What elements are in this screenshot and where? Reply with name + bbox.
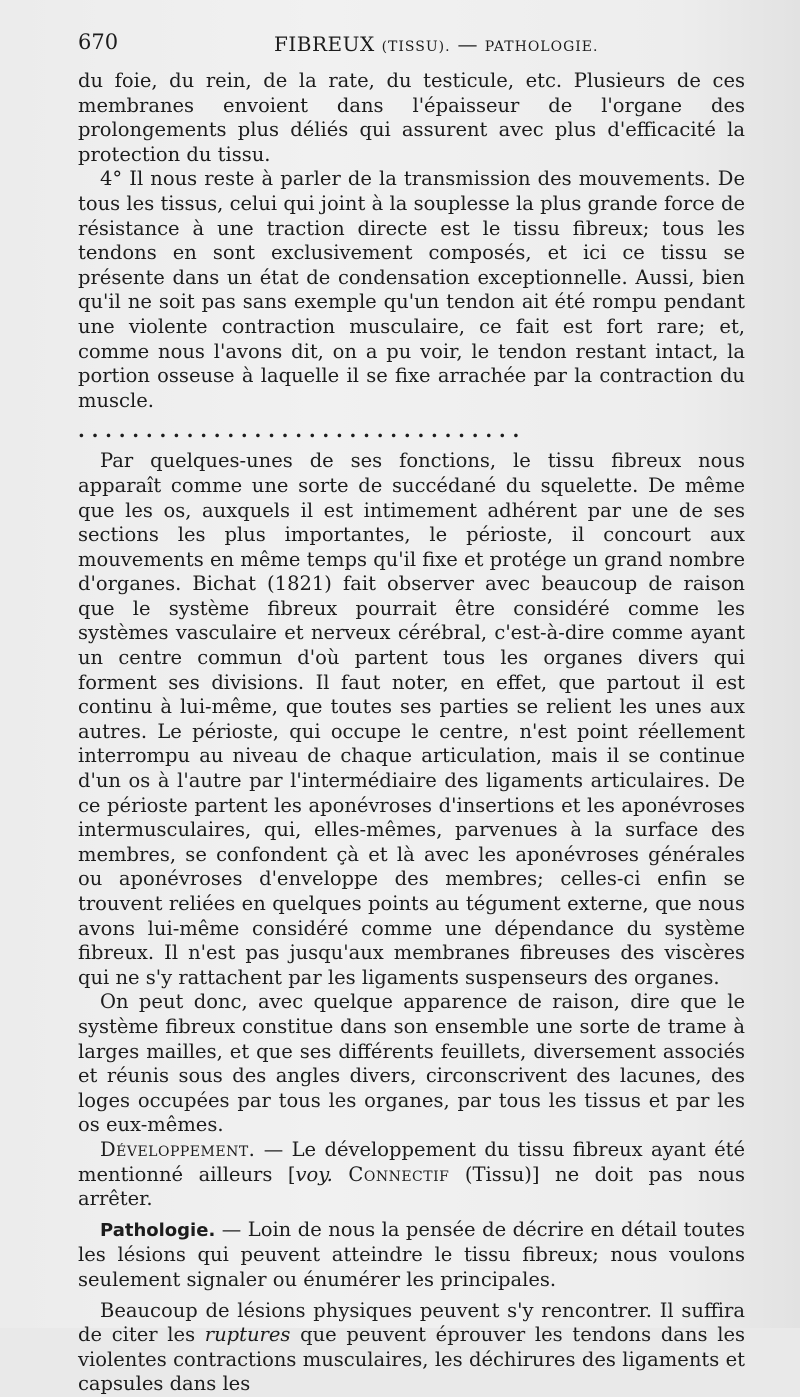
body-text (78, 69, 745, 1397)
developpement-text-c: (Tissu)] ne doit pas nous arrêter. (78, 1162, 745, 1211)
ellipsis-separator: . . . . . . . . . . . . . . . . . . . . . . . . . . . . . . . . . (78, 419, 520, 442)
paragraph-7-text-a: Beaucoup de lésions physiques peuvent s'y rencontrer. Il suffira de citer les (78, 1298, 745, 1347)
running-head-subtitle: (TISSU). (381, 39, 451, 55)
developpement-text-b (333, 1163, 349, 1186)
running-head-section: PATHOLOGIE. (484, 39, 599, 55)
developpement-text-a: — Le développement du tissu fibreux ayant été mentionné ailleurs [ (78, 1137, 745, 1186)
paragraph-2: 4° Il nous reste à parler de la transmission des mouvements. De tous les tissus, celui qui joint à la souplesse la plus grande force de résistance à une traction directe est le tissu fibreux; tous les tendons en sont exclusivement composés, et ici ce tissu se présente dans un état de condensation exceptionnelle. Aussi, bien qu'il ne soit pas sans exemple qu'un tendon ait été rompu pendant une violente contraction musculaire, ce fait est fort rare; et, comme nous l'avons dit, on a pu voir, le tendon restant intact, la portion osseuse à laquelle il se fixe arrachée par la contraction du muscle. (78, 167, 745, 412)
paragraph-1: du foie, du rein, de la rate, du testicule, etc. Plusieurs de ces membranes envoient dans l'épaisseur de l'organe des prolongements plus déliés qui assurent avec plus d'efficacité la protection du tissu. (78, 69, 745, 166)
paragraph-7-ruptures: ruptures (204, 1323, 291, 1347)
paragraph-7-text-b: que peuvent éprouver les tendons dans les violentes contractions musculaires, les déchirures des ligaments et capsules dans les (78, 1323, 745, 1396)
running-head-dash: — (457, 32, 478, 56)
heading-pathologie: Pathologie. (100, 1219, 216, 1241)
page-number: 670 (78, 30, 119, 54)
paragraph-7 (78, 1299, 745, 1397)
heading-developpement: Développement. (100, 1137, 256, 1161)
pathologie-text: — Loin de nous la pensée de décrire en détail toutes les lésions qui peuvent atteindre le tissu fibreux; nous voulons seulement signaler ou énumérer les principales. (78, 1217, 745, 1291)
running-head (274, 32, 598, 56)
running-head-title: FIBREUX (274, 32, 375, 56)
paragraph-pathologie (78, 1218, 745, 1293)
page-header (78, 30, 760, 62)
developpement-connectif: Connectif (348, 1162, 450, 1186)
paragraph-developpement (78, 1138, 745, 1212)
paragraph-3: Par quelques-unes de ses fonctions, le tissu fibreux nous apparaît comme une sorte de succédané du squelette. De même que les os, auxquels il est intimement adhérent par une de ses sections les plus importantes, le périoste, il concourt aux mouvements en même temps qu'il fixe et protége un grand nombre d'organes. Bichat (1821) fait observer avec beaucoup de raison que le système fibreux pourrait être considéré comme les systèmes vasculaire et nerveux cérébral, c'est-à-dire comme ayant un centre commun d'où partent tous les organes divers qui forment ses divisions. Il faut noter, en effet, que partout il est continu à lui-même, que toutes ses parties se relient les unes aux autres. Le périoste, qui occupe le centre, n'est point réellement interrompu au niveau de chaque articulation, mais il se continue d'un os à l'autre par l'intermédiaire des ligaments articulaires. De ce périoste partent les aponévroses d'insertions et les aponévroses intermusculaires, qui, elles-mêmes, parvenues à la surface des membres, se confondent çà et là avec les aponévroses générales ou aponévroses d'enveloppe des membres; celles-ci enfin se trouvent reliées en quelques points au tégument externe, que nous avons lui-même considéré comme une dépendance du système fibreux. Il n'est pas jusqu'aux membranes fibreuses des viscères qui ne s'y rattachent par les ligaments suspenseurs des organes. (78, 449, 745, 989)
paragraph-4: On peut donc, avec quelque apparence de raison, dire que le système fibreux constitue dans son ensemble une sorte de trame à larges mailles, et que ses différents feuillets, diversement associés et réunis sous des angles divers, circonscrivent des lacunes, des loges occupées par tous les organes, par tous les tissus et par les os eux-mêmes. (78, 990, 745, 1137)
developpement-voy: voy. (295, 1162, 333, 1186)
